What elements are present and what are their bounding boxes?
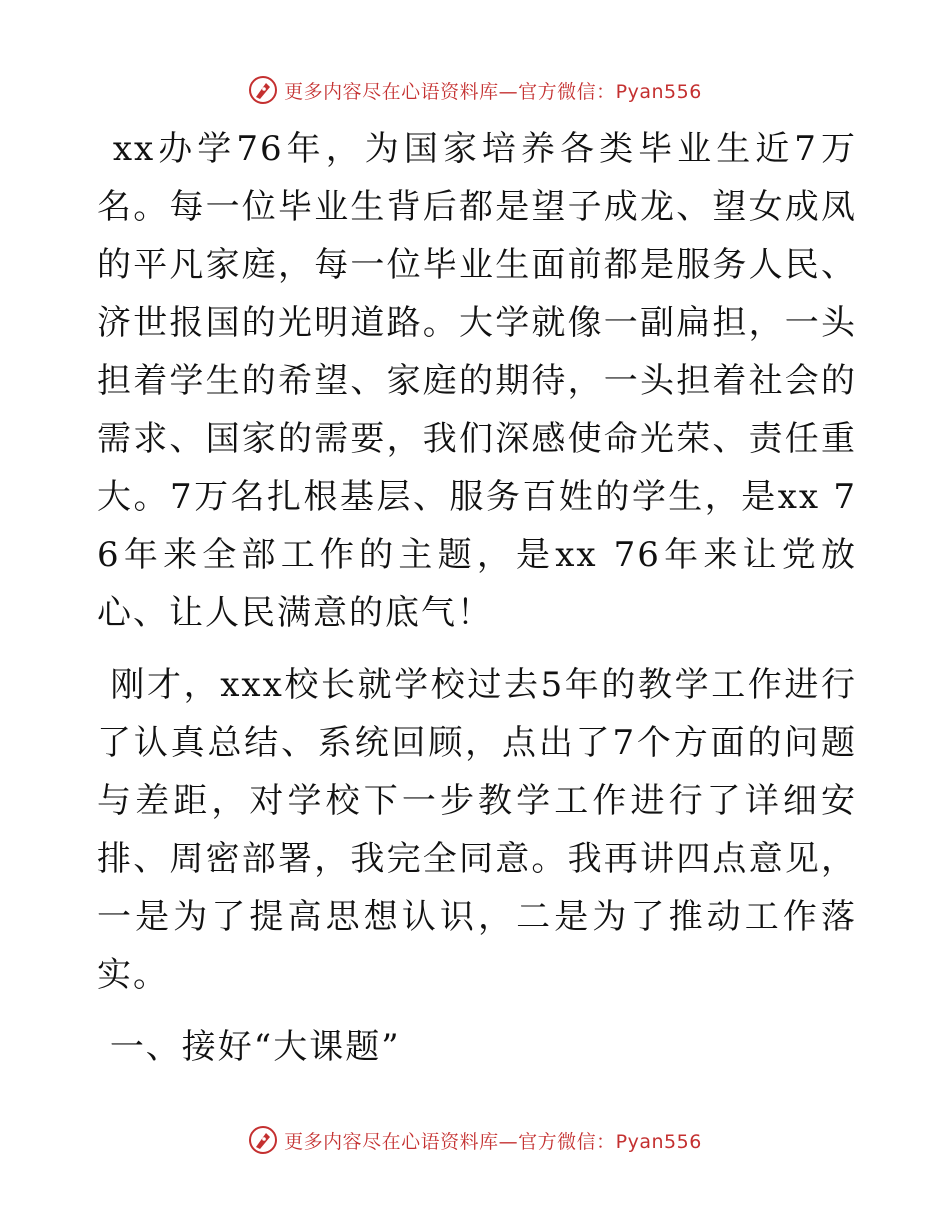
watermark-text: 更多内容尽在心语资料库—官方微信：Pyan556 xyxy=(284,1130,702,1153)
document-body xyxy=(97,120,857,1076)
paragraph-1: xx办学76年，为国家培养各类毕业生近7万名。每一位毕业生背后都是望子成龙、望女成凤的平凡家庭，每一位毕业生面前都是服务人民、济世报国的光明道路。大学就像一副扁担，一头担着学生的希望、家庭的期待，一头担着社会的需求、国家的需要，我们深感使命光荣、责任重大。7万名扎根基层、服务百姓的学生，是xx 76年来全部工作的主题，是xx 76年来让党放心、让人民满意的底气！ xyxy=(97,129,857,633)
pen-nib-logo-icon xyxy=(248,75,278,105)
section-heading: 一、接好“大课题” xyxy=(97,1027,401,1067)
pen-nib-logo-icon xyxy=(248,1125,278,1155)
footer-watermark xyxy=(0,1120,950,1160)
header-watermark xyxy=(0,70,950,110)
paragraph-2: 刚才，xxx校长就学校过去5年的教学工作进行了认真总结、系统回顾，点出了7个方面的问题与差距，对学校下一步教学工作进行了详细安排、周密部署，我完全同意。我再讲四点意见，一是为了提高思想认识，二是为了推动工作落实。 xyxy=(97,665,858,995)
watermark-text: 更多内容尽在心语资料库—官方微信：Pyan556 xyxy=(284,80,702,103)
